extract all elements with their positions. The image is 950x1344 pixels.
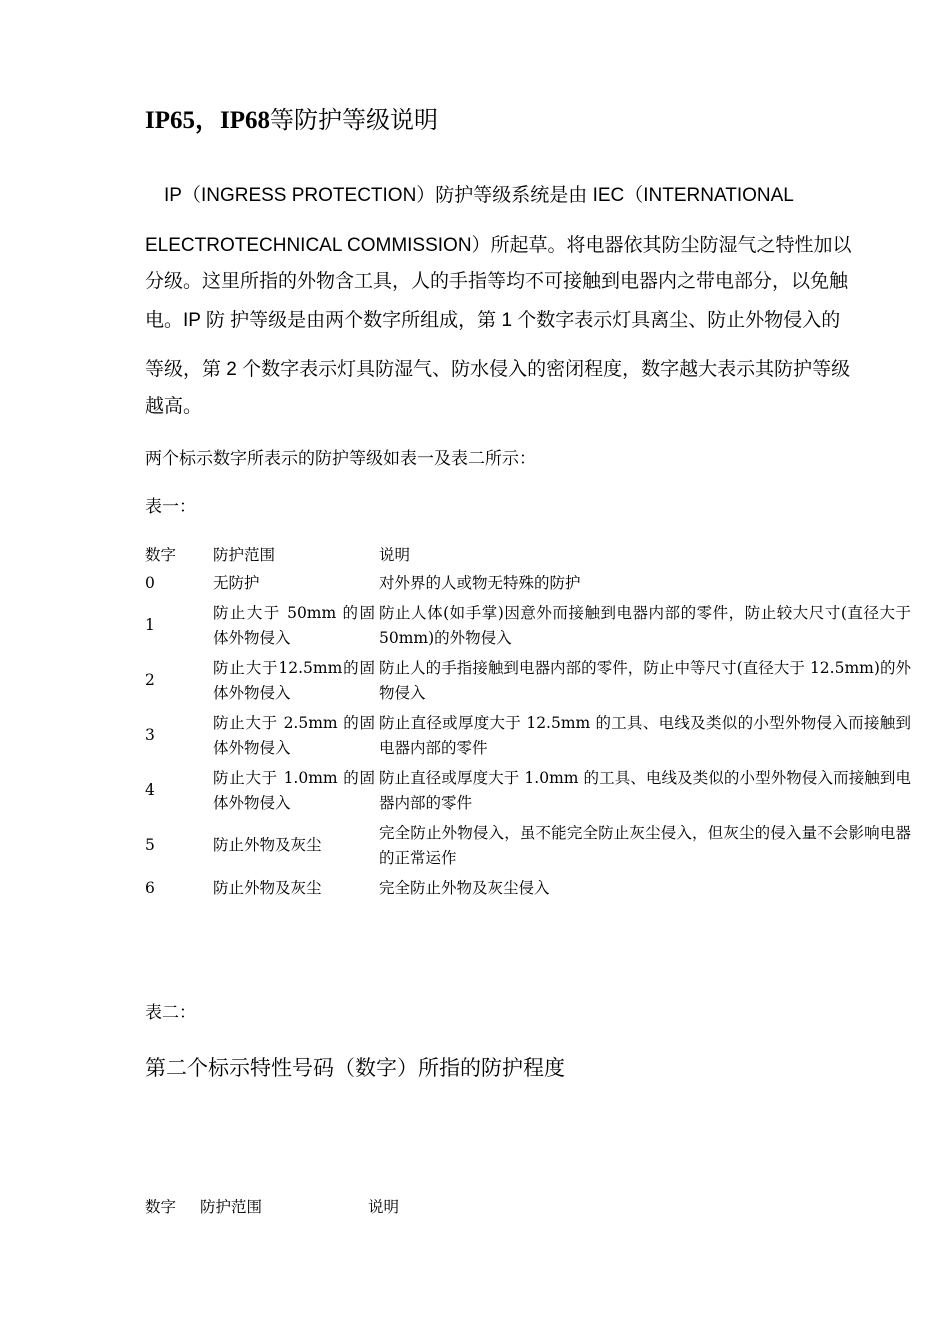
- header-description: 说明: [379, 546, 411, 564]
- row-number: 6: [145, 878, 155, 897]
- table2-heading: 第二个标示特性号码（数字）所指的防护程度: [145, 1056, 565, 1080]
- intro-line-2: ELECTROTECHNICAL COMMISSION）所起草。将电器依其防尘防湿气之特性加以: [145, 235, 852, 256]
- row-number: 1: [145, 616, 155, 634]
- row-number: 4: [145, 781, 155, 799]
- row-range: 防止大于12.5mm的固体外物侵入: [213, 658, 375, 702]
- table2-header-number: 数字: [145, 1198, 177, 1216]
- tables-intro: 两个标示数字所表示的防护等级如表一及表二所示：: [145, 449, 536, 469]
- table2-header-range: 防护范围: [200, 1198, 263, 1216]
- table2-header-description: 说明: [368, 1198, 400, 1216]
- row-range: 防止大于 2.5mm 的固体外物侵入: [213, 713, 375, 757]
- table1-label: 表一：: [145, 497, 196, 517]
- row-number: 5: [145, 836, 155, 854]
- row-range: 防止大于 50mm 的固体外物侵入: [213, 603, 375, 647]
- row-range: 防止外物及灰尘: [213, 836, 322, 854]
- intro-line-1: IP（INGRESS PROTECTION）防护等级系统是由 IEC（INTERNATIONAL: [164, 185, 794, 206]
- page-title-rest: 等防护等级说明: [270, 106, 439, 134]
- row-number: 2: [145, 671, 155, 689]
- row-description: 防止人的手指接触到电器内部的零件，防止中等尺寸(直径大于 12.5mm)的外物侵入: [379, 658, 911, 702]
- page-title-bold: IP65，IP68: [145, 107, 271, 134]
- header-range: 防护范围: [213, 546, 276, 564]
- table-row: [143, 818, 913, 873]
- protection-table-1: [143, 543, 913, 903]
- table-row: [143, 598, 913, 653]
- row-range: 无防护: [213, 573, 260, 592]
- row-description: 完全防止外物侵入，虽不能完全防止灰尘侵入，但灰尘的侵入量不会影响电器的正常运作: [379, 823, 911, 867]
- table-header-row: [143, 543, 913, 568]
- row-range: 防止外物及灰尘: [213, 878, 322, 897]
- table2-label: 表二：: [145, 1003, 196, 1023]
- row-range: 防止大于 1.0mm 的固体外物侵入: [213, 768, 375, 812]
- intro-line-6: 越高。: [145, 396, 203, 417]
- table-row: [143, 763, 913, 818]
- intro-line-3: 分级。这里所指的外物含工具，人的手指等均不可接触到电器内之带电部分，以免触: [145, 271, 849, 292]
- row-description: 完全防止外物及灰尘侵入: [379, 878, 550, 897]
- row-description: 防止人体(如手掌)因意外而接触到电器内部的零件，防止较大尺寸(直径大于 50mm)的外物侵入: [379, 603, 911, 647]
- row-description: 对外界的人或物无特殊的防护: [379, 573, 581, 592]
- row-description: 防止直径或厚度大于 1.0mm 的工具、电线及类似的小型外物侵入而接触到电器内部的零件: [379, 768, 911, 812]
- table-row: [143, 708, 913, 763]
- row-number: 0: [145, 573, 155, 592]
- page-title: [145, 100, 438, 136]
- intro-line-5: 等级，第 2 个数字表示灯具防湿气、防水侵入的密闭程度，数字越大表示其防护等级: [145, 359, 851, 380]
- table-row: [143, 653, 913, 708]
- table-row: [143, 873, 913, 903]
- row-description: 防止直径或厚度大于 12.5mm 的工具、电线及类似的小型外物侵入而接触到电器内部的零件: [379, 713, 911, 757]
- intro-line-4: 电。IP 防 护等级是由两个数字所组成，第 1 个数字表示灯具离尘、防止外物侵入的: [145, 310, 841, 331]
- table-row: [143, 568, 913, 598]
- header-number: 数字: [145, 546, 177, 564]
- row-number: 3: [145, 726, 155, 744]
